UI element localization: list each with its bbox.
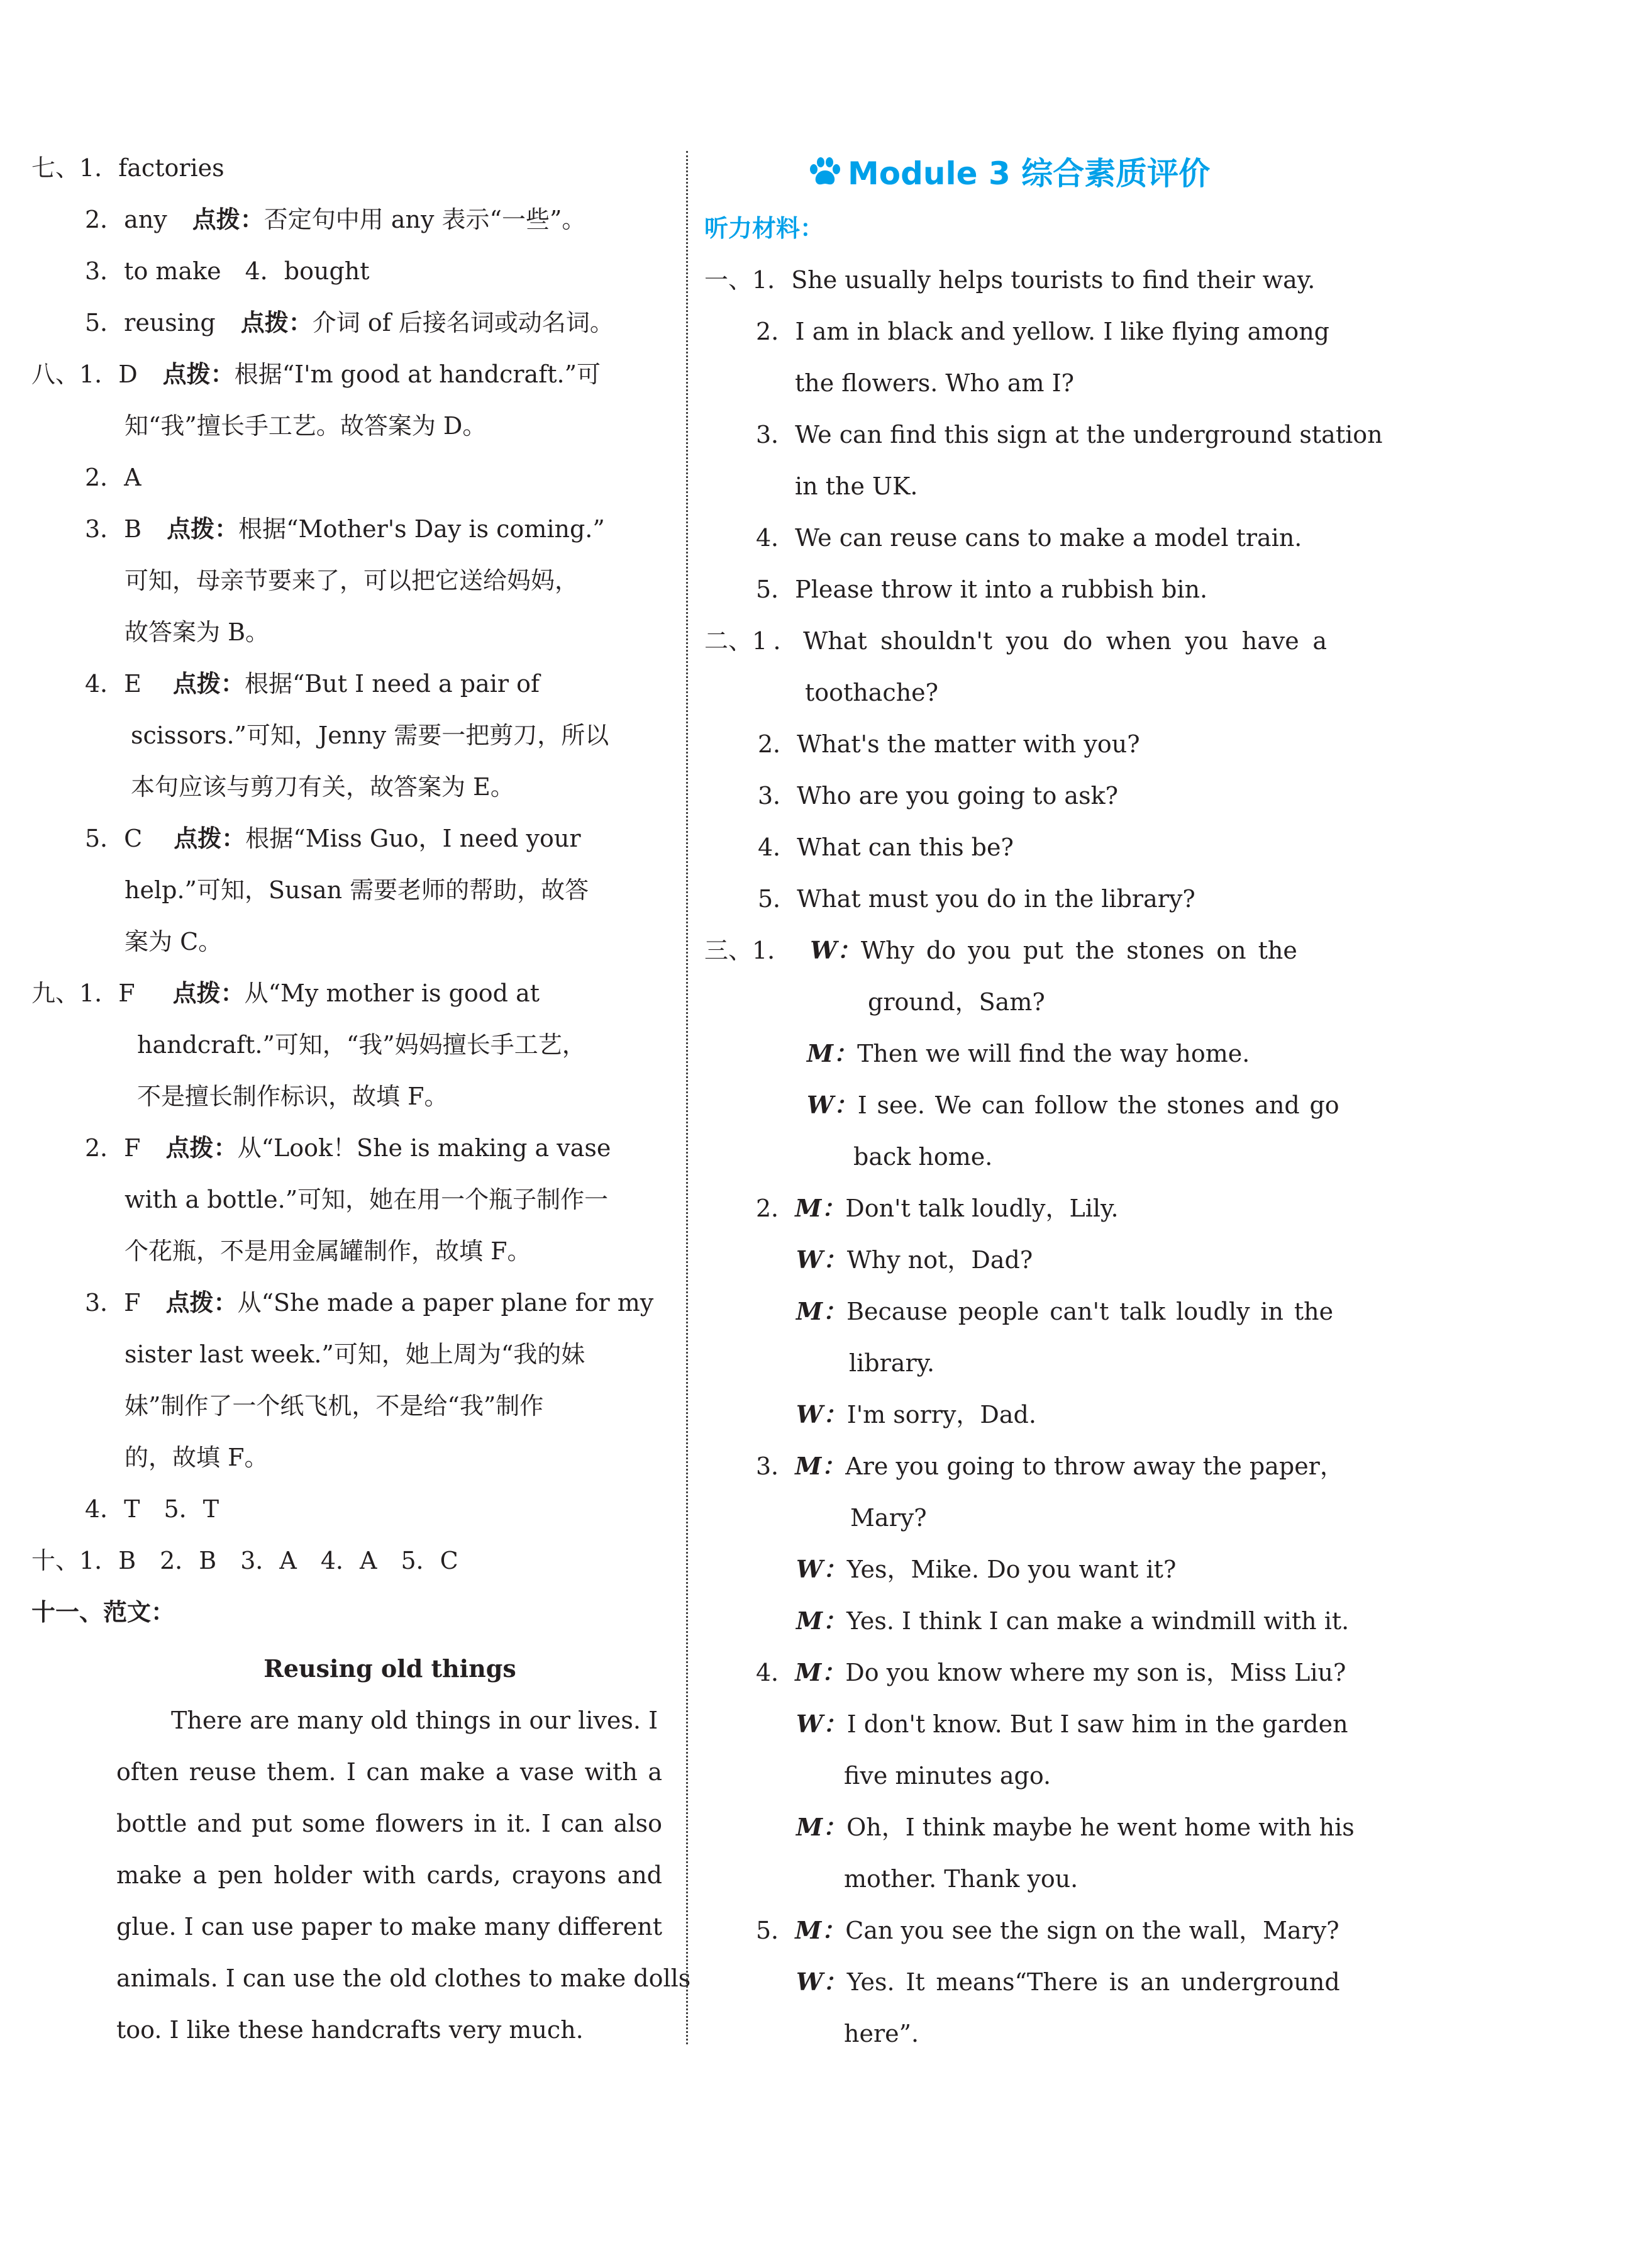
hint-text: 的，故填 F。 <box>125 1444 269 1471</box>
dialogue-text: ground，Sam? <box>868 988 1045 1016</box>
dialogue-text: Are you going to throw away the paper， <box>845 1452 1344 1480</box>
listening-text: 1．She usually helps tourists to find their way. <box>752 266 1316 294</box>
dialogue-text: Why not，Dad? <box>846 1246 1033 1274</box>
dialogue-text: I see. We can follow the stones and go <box>857 1091 1339 1119</box>
dialogue-text: I don't know. But I saw him in the garden <box>846 1710 1348 1738</box>
hint-text: 可知，母亲节要来了，可以把它送给妈妈， <box>125 567 579 594</box>
answer-text: 5．reusing <box>85 309 216 337</box>
hint-text: 故答案为 B。 <box>125 618 270 646</box>
speaker-label: M： <box>796 1297 847 1325</box>
essay-line: often reuse them. I can make a vase with a <box>116 1758 662 1786</box>
essay-line: glue. I can use paper to make many different <box>116 1913 662 1941</box>
hint-text: 从“She made a paper plane for my <box>237 1289 654 1317</box>
hint-text: 根据“But I need a pair of <box>244 670 540 698</box>
essay-line: bottle and put some flowers in it. I can also <box>116 1810 662 1837</box>
listening-text: 4．What can this be? <box>758 833 1014 861</box>
dialogue-text: Do you know where my son is，Miss Liu? <box>845 1659 1346 1686</box>
hint-label: 点拨： <box>174 824 246 852</box>
speaker-label: W： <box>796 1710 847 1738</box>
section-marker: 七、 <box>31 154 80 182</box>
essay-line: There are many old things in our lives. I <box>171 1707 658 1734</box>
section-marker: 八、 <box>31 360 80 388</box>
section-marker: 一、 <box>704 266 753 294</box>
listening-text: 3．Who are you going to ask? <box>758 782 1118 810</box>
dialogue-text: here”. <box>844 2020 919 2047</box>
answer-text: 3．F <box>85 1289 141 1317</box>
section-marker: 十一、 <box>31 1598 104 1626</box>
hint-text: 根据“I'm good at handcraft.”可 <box>234 360 601 388</box>
hint-text: 本句应该与剪刀有关，故答案为 E。 <box>131 773 514 801</box>
dialogue-text: Then we will find the way home. <box>857 1040 1250 1067</box>
hint-label: 点拨： <box>192 205 264 233</box>
answer-text: 1．F <box>79 979 135 1007</box>
section-marker: 二、 <box>704 627 753 655</box>
answer-text: 3．to make 4．bought <box>85 257 370 285</box>
essay-line: make a pen holder with cards, crayons and <box>116 1861 662 1889</box>
answer-text: 4．T 5．T <box>85 1495 219 1523</box>
dialogue-text: Don't talk loudly，Lily. <box>845 1195 1119 1222</box>
answer-text: 3．B <box>85 515 142 543</box>
hint-text: 从“My mother is good at <box>244 979 540 1007</box>
speaker-label: M： <box>795 1452 846 1480</box>
hint-text: 介词 of 后接名词或动名词。 <box>312 309 614 337</box>
speaker-label: W： <box>796 1555 847 1583</box>
hint-text: 根据“Mother's Day is coming.” <box>238 515 605 543</box>
speaker-label: W： <box>807 1091 858 1119</box>
dialogue-text: Yes. It means“There is an underground <box>846 1968 1340 1996</box>
listening-text: in the UK. <box>795 472 918 500</box>
section-marker: 九、 <box>31 979 80 1007</box>
speaker-label: M： <box>795 1658 846 1686</box>
hint-text: 案为 C。 <box>125 928 223 955</box>
answer-text: 4．E <box>85 670 141 698</box>
answer-text: 2．any <box>85 206 167 233</box>
speaker-label: W： <box>796 1245 847 1274</box>
essay-title: Reusing old things <box>263 1654 516 1683</box>
hint-text: handcraft.”可知，“我”妈妈擅长手工艺， <box>137 1031 586 1059</box>
essay-line: too. I like these handcrafts very much. <box>116 2016 584 2044</box>
answer-text: 1．factories <box>79 154 225 182</box>
section-marker: 十、 <box>31 1547 80 1574</box>
item-number: 4． <box>756 1659 796 1686</box>
speaker-label: M： <box>796 1813 847 1841</box>
dialogue-text: library. <box>849 1349 935 1377</box>
listening-text: 4．We can reuse cans to make a model train. <box>756 524 1302 552</box>
dialogue-text: Oh，I think maybe he went home with his <box>846 1813 1355 1841</box>
hint-label: 点拨： <box>162 360 235 388</box>
listening-text: 5．What must you do in the library? <box>758 885 1195 913</box>
hint-text: 不是擅长制作标识，故填 F。 <box>137 1083 448 1110</box>
item-number: 1． <box>752 937 792 964</box>
dialogue-text: Yes. I think I can make a windmill with it. <box>846 1607 1350 1635</box>
answer-text: 1．B 2．B 3．A 4．A 5．C <box>79 1547 458 1574</box>
module-title <box>809 142 1210 205</box>
essay-label: 范文： <box>103 1598 175 1626</box>
column-divider <box>686 151 688 2044</box>
hint-text: scissors.”可知，Jenny 需要一把剪刀，所以 <box>131 721 609 749</box>
listening-text: 5．Please throw it into a rubbish bin. <box>756 576 1208 603</box>
dialogue-text: five minutes ago. <box>844 1762 1051 1790</box>
speaker-label: M： <box>807 1039 858 1067</box>
paw-icon <box>809 145 841 208</box>
hint-label: 点拨： <box>240 308 313 337</box>
dialogue-text: Can you see the sign on the wall，Mary? <box>845 1917 1339 1944</box>
hint-label: 点拨： <box>172 979 245 1007</box>
speaker-label: M： <box>795 1194 846 1222</box>
hint-text: sister last week.”可知，她上周为“我的妹 <box>125 1340 585 1368</box>
speaker-label: W： <box>810 936 861 964</box>
listening-text: 2．What's the matter with you? <box>758 730 1140 758</box>
listening-text: 1．What shouldn't you do when you have a <box>752 627 1328 655</box>
speaker-label: M： <box>795 1916 846 1944</box>
section-marker: 三、 <box>704 937 753 964</box>
hint-label: 点拨： <box>167 515 239 543</box>
listening-text: 2．I am in black and yellow. I like flying among <box>756 318 1329 345</box>
dialogue-text: Mary? <box>850 1504 927 1532</box>
hint-text: 根据“Miss Guo，I need your <box>245 825 581 852</box>
hint-label: 点拨： <box>172 669 245 698</box>
item-number: 3． <box>756 1452 796 1480</box>
essay-line: animals. I can use the old clothes to make dolls <box>116 1964 691 1992</box>
answer-text: 2．A <box>85 464 141 491</box>
dialogue-text: back home. <box>853 1143 993 1171</box>
dialogue-text: Because people can't talk loudly in the <box>846 1298 1334 1325</box>
dialogue-text: Yes，Mike. Do you want it? <box>846 1556 1177 1583</box>
listening-subtitle: 听力材料： <box>704 214 824 242</box>
hint-text: help.”可知，Susan 需要老师的帮助，故答 <box>125 876 589 904</box>
module-title-text: Module 3 综合素质评价 <box>848 155 1211 192</box>
hint-text: 知“我”擅长手工艺。故答案为 D。 <box>125 412 487 440</box>
listening-text: 3．We can find this sign at the underground station <box>756 421 1383 448</box>
dialogue-text: Why do you put the stones on the <box>860 937 1297 964</box>
listening-text: toothache? <box>805 679 939 706</box>
dialogue-text: I'm sorry，Dad. <box>846 1401 1036 1429</box>
answer-text: 5．C <box>85 825 143 852</box>
answer-text: 1．D <box>79 360 138 388</box>
item-number: 2． <box>756 1195 796 1222</box>
speaker-label: W： <box>796 1968 847 1996</box>
hint-text: 妹”制作了一个纸飞机，不是给“我”制作 <box>125 1392 544 1420</box>
speaker-label: W： <box>796 1400 847 1429</box>
hint-text: 个花瓶，不是用金属罐制作，故填 F。 <box>125 1237 531 1265</box>
hint-text: 否定句中用 any 表示“一些”。 <box>263 206 586 233</box>
hint-label: 点拨： <box>165 1288 238 1317</box>
dialogue-text: mother. Thank you. <box>844 1865 1078 1893</box>
item-number: 5． <box>756 1917 796 1944</box>
hint-text: 从“Look！She is making a vase <box>237 1134 611 1162</box>
listening-text: the flowers. Who am I? <box>795 369 1075 397</box>
hint-label: 点拨： <box>165 1133 238 1162</box>
answer-text: 2．F <box>85 1134 141 1162</box>
speaker-label: M： <box>796 1607 847 1635</box>
hint-text: with a bottle.”可知，她在用一个瓶子制作一 <box>125 1186 609 1213</box>
